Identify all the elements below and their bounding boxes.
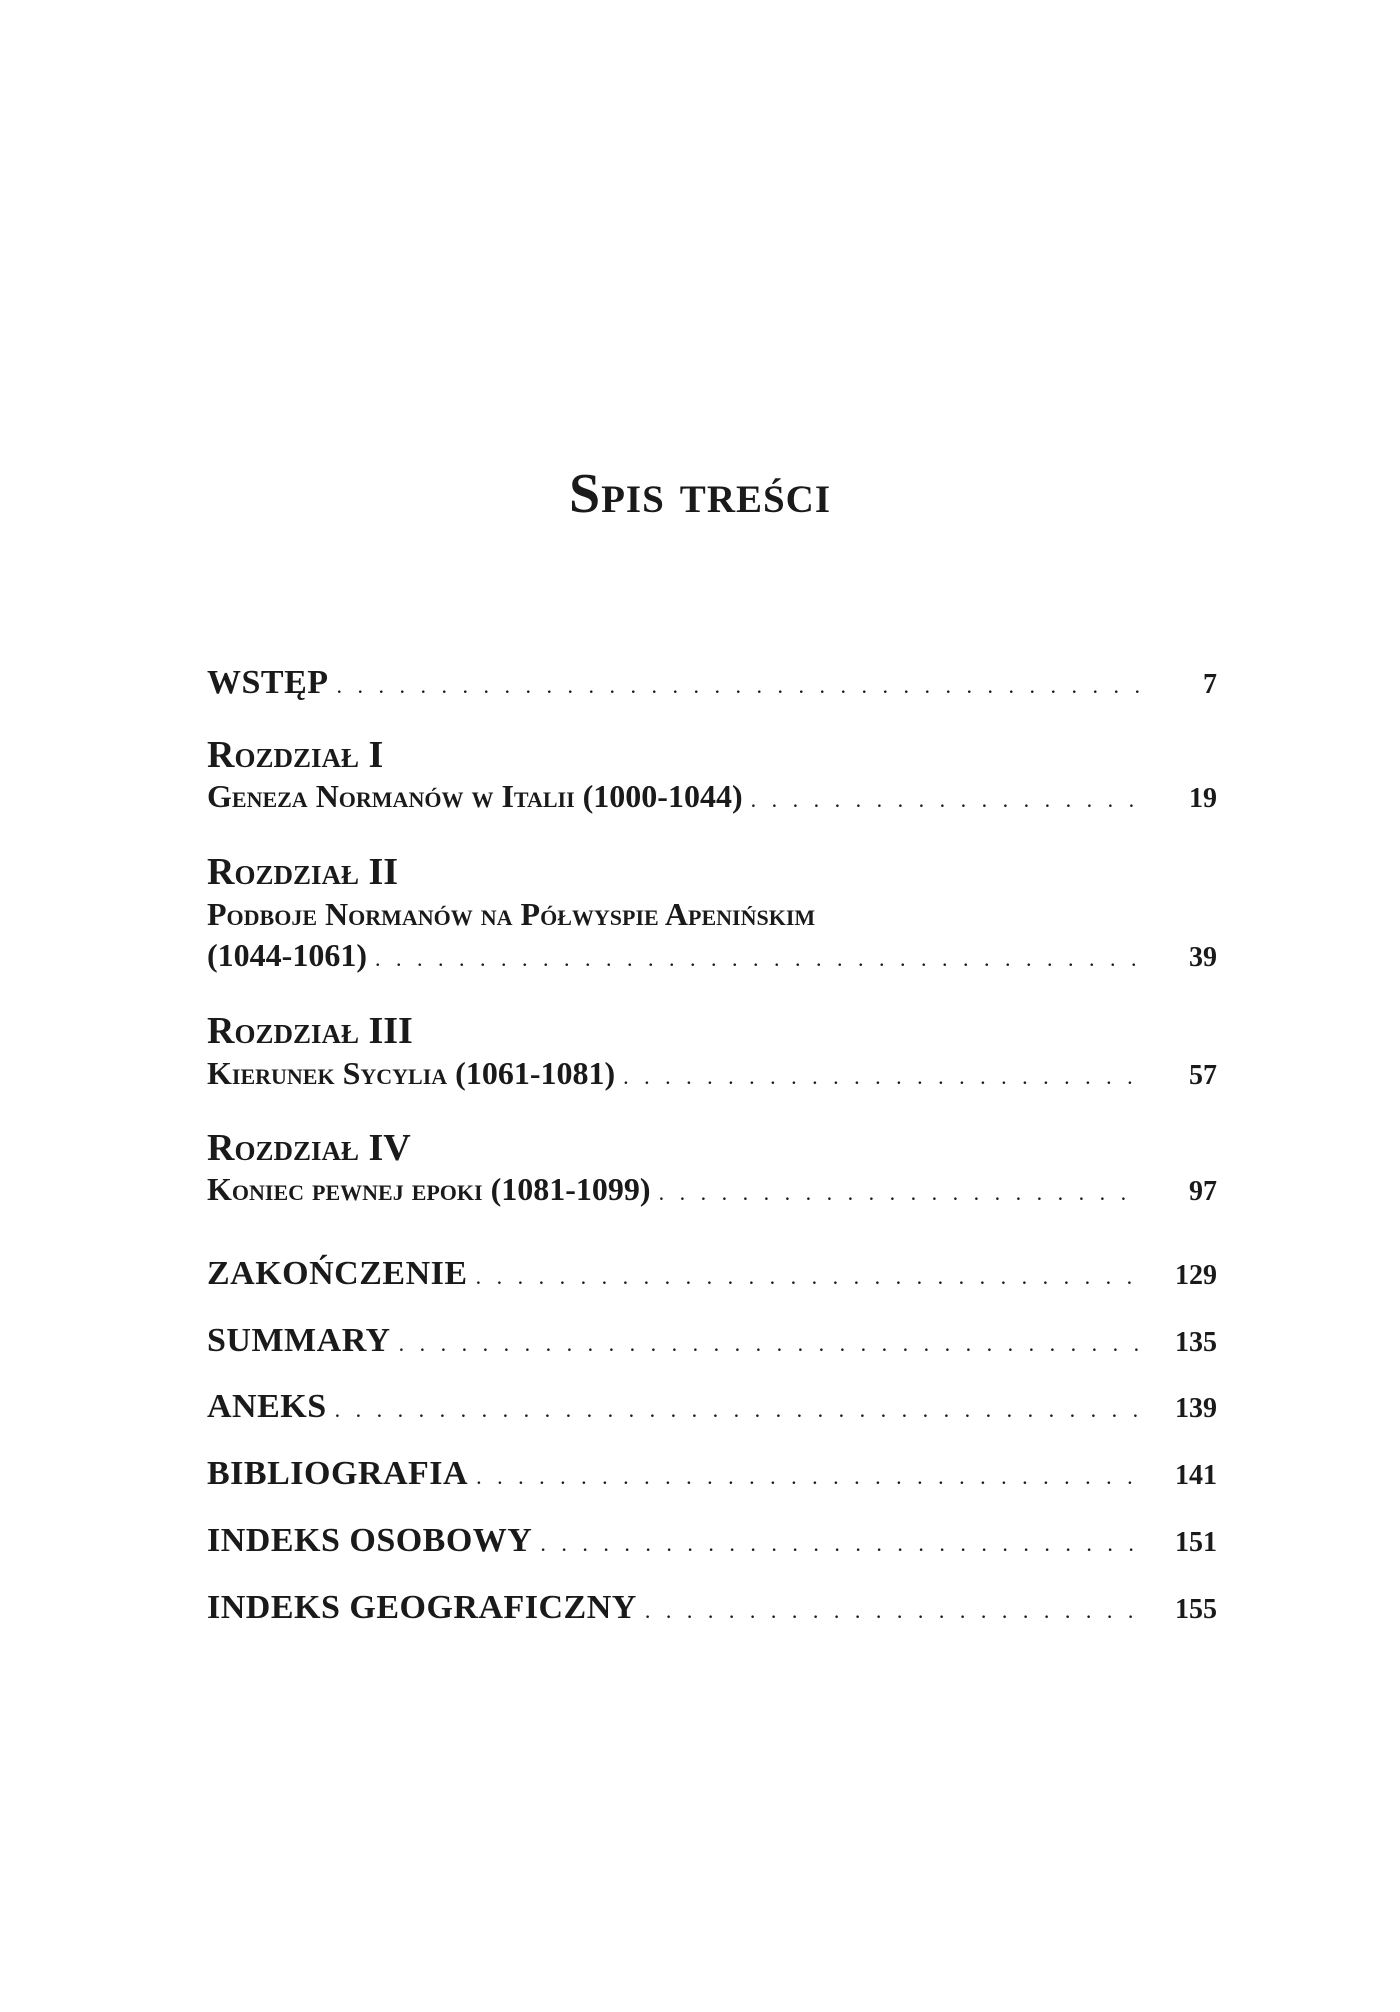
toc-entry-bibliografia[interactable] xyxy=(207,1455,1217,1493)
chapter-label: Rozdział III xyxy=(207,1010,413,1052)
dot-leader xyxy=(659,1180,1141,1206)
toc-entry-summary[interactable] xyxy=(207,1322,1217,1360)
chapter-label: Rozdział IV xyxy=(207,1127,411,1169)
toc-entry-chapter-3[interactable] xyxy=(207,1055,1217,1092)
toc-entry-wstep[interactable] xyxy=(207,664,1217,702)
toc-entry-title: Kierunek Sycylia (1061-1081) xyxy=(207,1055,616,1091)
toc-entry-label: INDEKS OSOBOWY xyxy=(207,1522,533,1559)
dot-leader xyxy=(337,673,1141,699)
toc-page-number: 139 xyxy=(1175,1393,1217,1424)
toc-entry-indeks-osobowy[interactable] xyxy=(207,1522,1217,1560)
toc-entry-chapter-2[interactable] xyxy=(207,937,1217,974)
toc-page-number: 155 xyxy=(1175,1594,1217,1625)
toc-page-number: 97 xyxy=(1189,1176,1217,1207)
chapter-label: Rozdział I xyxy=(207,734,384,776)
toc-entry-aneks[interactable] xyxy=(207,1388,1217,1426)
toc-entry-title: (1044-1061) xyxy=(207,937,367,973)
toc-page-number: 141 xyxy=(1175,1460,1217,1491)
toc-entry-indeks-geograficzny[interactable] xyxy=(207,1589,1217,1627)
dot-leader xyxy=(399,1331,1141,1357)
dot-leader xyxy=(476,1464,1141,1490)
toc-entry-label: ZAKOŃCZENIE xyxy=(207,1255,468,1292)
dot-leader xyxy=(540,1531,1141,1557)
chapter-label: Rozdział II xyxy=(207,851,399,893)
toc-page-number: 135 xyxy=(1175,1327,1217,1358)
toc-page-number: 129 xyxy=(1175,1260,1217,1291)
toc-page-number: 151 xyxy=(1175,1527,1217,1558)
toc-page-number: 19 xyxy=(1189,783,1217,814)
toc-entry-label: BIBLIOGRAFIA xyxy=(207,1455,469,1492)
page-title: Spis treści xyxy=(568,463,832,525)
toc-entry-label: INDEKS GEOGRAFICZNY xyxy=(207,1589,637,1626)
toc-entry-label: ANEKS xyxy=(207,1388,327,1425)
toc-entry-label: SUMMARY xyxy=(207,1322,391,1359)
toc-entry-title-line: Podboje Normanów na Półwyspie Apenińskim xyxy=(207,896,816,932)
toc-entry-zakonczenie[interactable] xyxy=(207,1255,1217,1293)
dot-leader xyxy=(335,1397,1141,1423)
dot-leader xyxy=(476,1264,1141,1290)
dot-leader xyxy=(645,1598,1141,1624)
toc-entry-chapter-1[interactable] xyxy=(207,778,1217,815)
toc-entry-title: Geneza Normanów w Italii (1000-1044) xyxy=(207,778,743,814)
toc-entry-title: Koniec pewnej epoki (1081-1099) xyxy=(207,1171,651,1207)
dot-leader xyxy=(751,787,1141,813)
toc-entry-chapter-4[interactable] xyxy=(207,1171,1217,1208)
dot-leader xyxy=(623,1064,1141,1090)
dot-leader xyxy=(375,946,1141,972)
toc-page-number: 57 xyxy=(1189,1060,1217,1091)
toc-page-number: 39 xyxy=(1189,942,1217,973)
toc-page-number: 7 xyxy=(1203,669,1217,700)
toc-entry-label: WSTĘP xyxy=(207,664,329,701)
